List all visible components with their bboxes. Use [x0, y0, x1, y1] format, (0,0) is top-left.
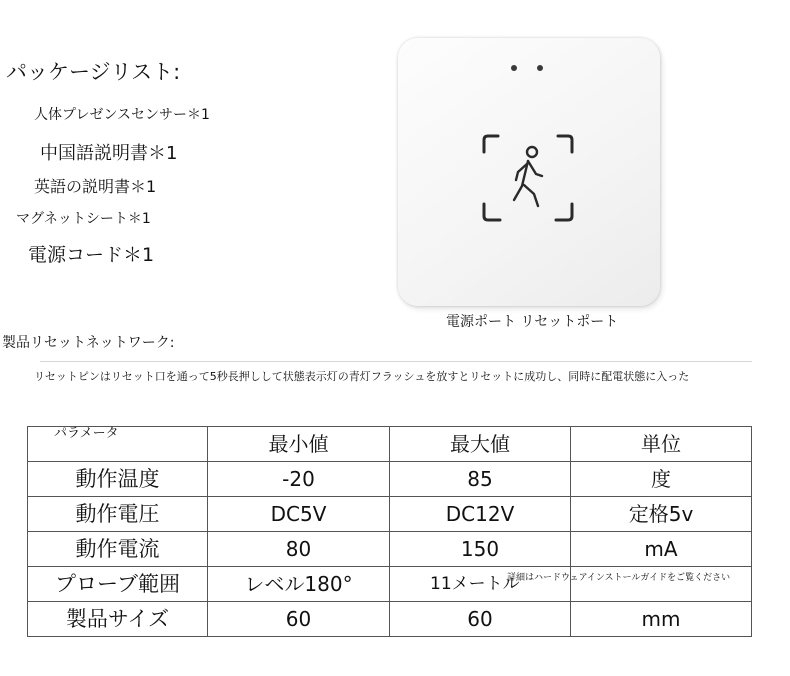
row-unit: mm: [641, 607, 681, 631]
table-row: [28, 602, 752, 637]
install-guide-note: 詳細はハードウェアインストールガイドをご覧ください: [507, 573, 731, 583]
row-min: 60: [285, 607, 312, 631]
walking-person-icon: [514, 147, 542, 206]
package-item-power-cord: 電源コード＊1: [28, 244, 155, 266]
table-row: [28, 462, 752, 497]
table-row: [28, 532, 752, 567]
row-max: 150: [460, 537, 500, 561]
table-header-row: [28, 427, 752, 462]
row-unit: 度: [651, 467, 671, 491]
row-label: 動作電圧: [75, 502, 160, 526]
package-list-title: パッケージリスト:: [6, 60, 181, 84]
package-item-sensor: 人体プレゼンスセンサー＊1: [34, 107, 210, 123]
row-label: 製品サイズ: [65, 607, 170, 631]
row-min: DC5V: [270, 502, 327, 526]
row-unit: 定格5v: [628, 502, 694, 526]
row-min: レベル180°: [244, 572, 353, 596]
header-unit: 単位: [641, 432, 681, 456]
port-caption: 電源ポート リセットポート: [446, 314, 619, 330]
package-item-magnet-sheet: マグネットシート＊1: [16, 211, 151, 227]
header-min: 最小値: [268, 432, 329, 456]
parameter-table: [27, 426, 752, 637]
row-label: 動作電流: [75, 537, 160, 561]
table-row: [28, 497, 752, 532]
row-max: 11メートル: [430, 574, 520, 594]
reset-section-title: 製品リセットネットワーク:: [2, 335, 175, 351]
package-item-chinese-manual: 中国語説明書＊1: [40, 143, 178, 164]
row-unit: mA: [644, 537, 678, 561]
divider: [40, 361, 752, 362]
row-min: -20: [282, 467, 315, 491]
row-label: プローブ範囲: [55, 572, 180, 596]
indicator-dot-left: [511, 65, 517, 71]
indicator-dot-right: [537, 65, 543, 71]
row-max: 85: [467, 467, 493, 491]
sensor-device-image: [398, 38, 660, 306]
frame-corners-icon: [480, 130, 576, 226]
row-label: 動作温度: [75, 467, 160, 491]
row-max: DC12V: [445, 502, 515, 526]
reset-instructions: リセットピンはリセット口を通って5秒長押しして状態表示灯の青灯フラッシュを放すとリセットに成功し、同時に配電状態に入った: [34, 370, 690, 383]
header-max: 最大値: [450, 432, 510, 456]
package-item-english-manual: 英語の説明書＊1: [34, 177, 157, 196]
row-min: 80: [285, 537, 312, 561]
row-max: 60: [467, 607, 493, 631]
header-parameter: パラメータ: [54, 426, 119, 441]
